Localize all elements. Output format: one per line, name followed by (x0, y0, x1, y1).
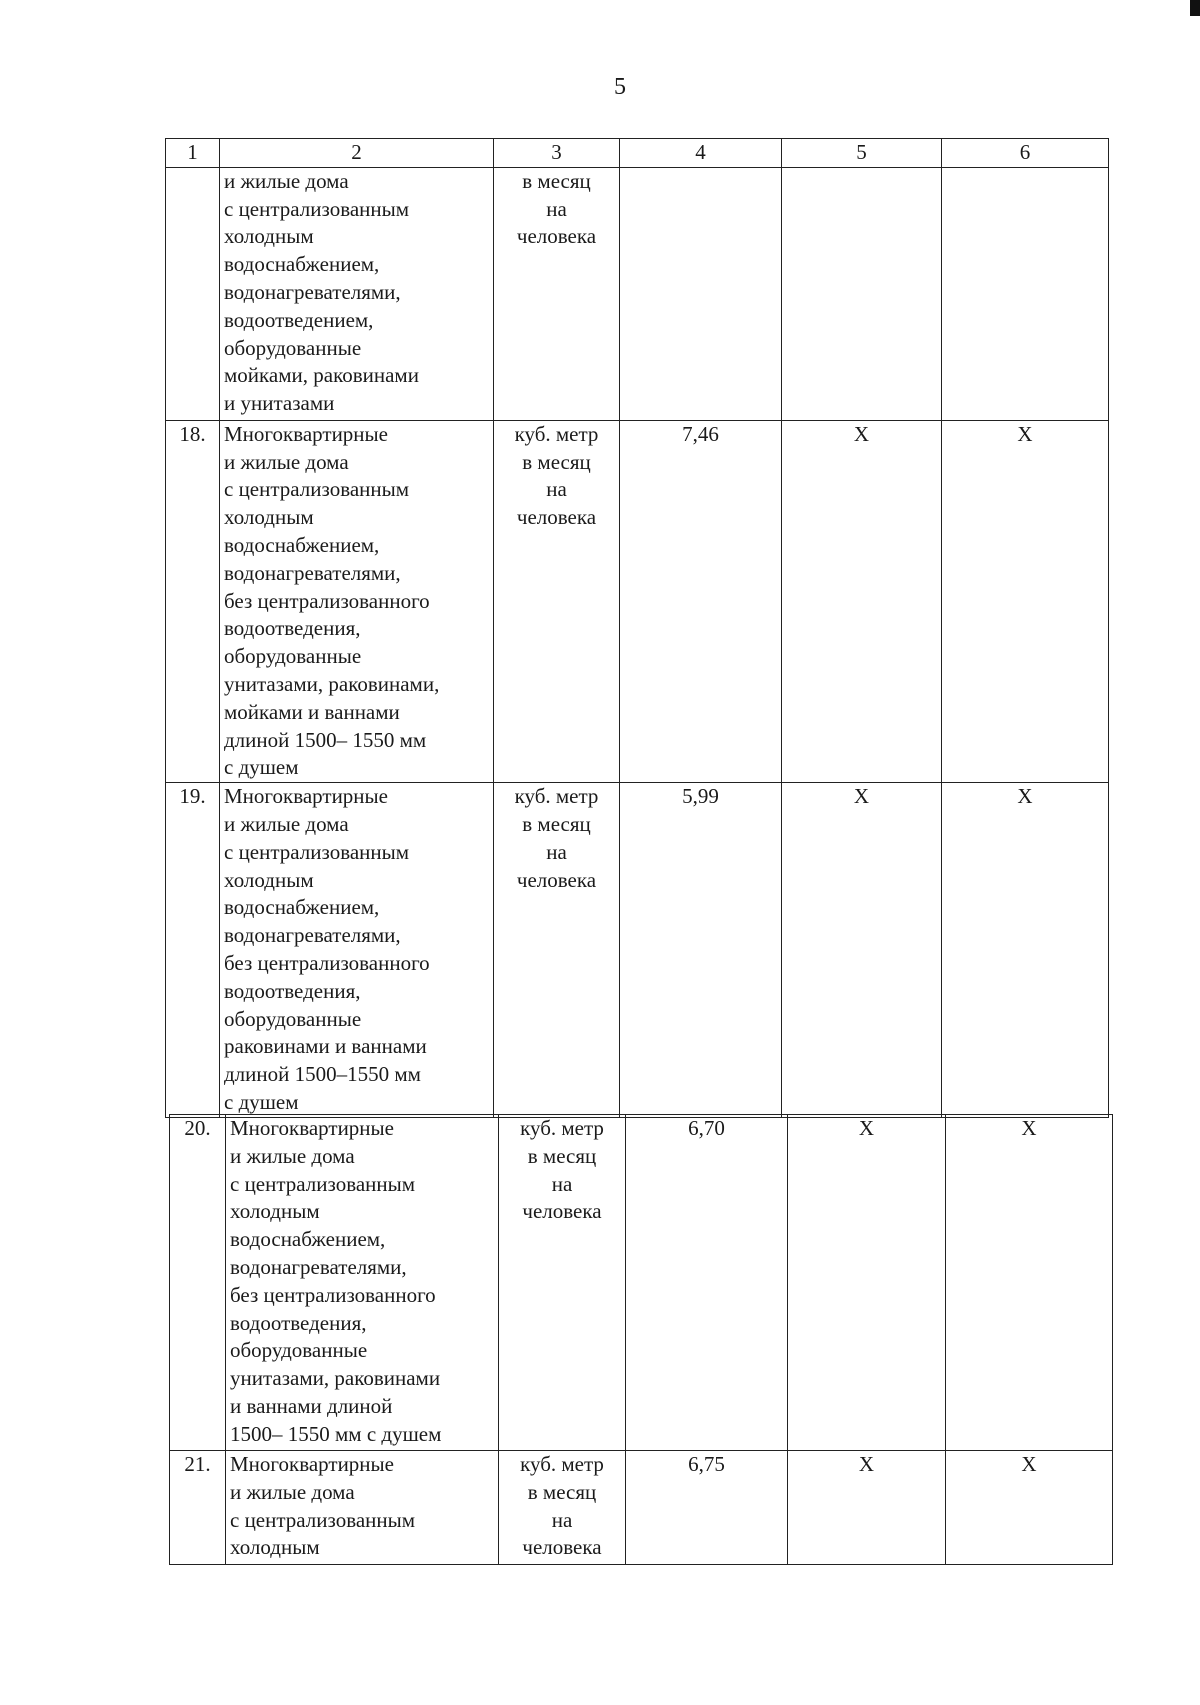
desc-line: оборудованные (224, 1006, 362, 1031)
desc-line: водоотведения, (224, 978, 361, 1003)
header-col-5: 5 (782, 139, 942, 168)
desc-line: с централизованным (230, 1507, 416, 1532)
desc-line: Многоквартирные (224, 784, 388, 809)
desc-line: водонагревателями, (224, 279, 401, 304)
desc-line: и жилые дома (230, 1479, 355, 1504)
table-row (166, 420, 1109, 782)
desc-line: водоснабжением, (230, 1227, 386, 1252)
row-description (220, 783, 494, 1118)
row-col5: X (788, 1115, 946, 1451)
desc-line: с централизованным (224, 477, 410, 502)
header-col-1: 1 (166, 139, 220, 168)
unit-line: на (546, 477, 567, 502)
desc-line: холодным (224, 505, 314, 530)
desc-line: длиной 1500– 1550 мм (224, 727, 427, 752)
row-unit (494, 167, 620, 420)
desc-line: водоснабжением, (224, 532, 380, 557)
desc-line: и жилые дома (224, 449, 349, 474)
desc-line: водонагревателями, (230, 1254, 407, 1279)
desc-line: холодным (230, 1199, 320, 1224)
table-row (166, 167, 1109, 420)
table-row (166, 783, 1109, 1118)
desc-line: водоотведения, (224, 616, 361, 641)
row-unit (499, 1451, 626, 1565)
desc-line: мойками, раковинами (224, 363, 419, 388)
row-col6: X (946, 1451, 1113, 1565)
table-row (170, 1451, 1113, 1565)
header-col-3: 3 (494, 139, 620, 168)
desc-line: Многоквартирные (230, 1452, 394, 1476)
unit-line: куб. метр (520, 1116, 604, 1140)
row-col5: X (788, 1451, 946, 1565)
row-description (220, 167, 494, 420)
row-description (220, 420, 494, 782)
desc-line: мойками и ваннами (224, 699, 400, 724)
row-number (166, 167, 220, 420)
desc-line: Многоквартирные (230, 1116, 394, 1140)
header-col-2: 2 (220, 139, 494, 168)
header-col-4: 4 (620, 139, 782, 168)
desc-line: оборудованные (224, 644, 362, 669)
unit-line: в месяц (522, 449, 591, 474)
desc-line: холодным (224, 867, 314, 892)
row-description (226, 1451, 499, 1565)
norms-table (165, 138, 1109, 1118)
row-value: 6,70 (626, 1115, 788, 1451)
desc-line: водонагревателями, (224, 923, 401, 948)
unit-line: куб. метр (520, 1452, 604, 1476)
row-unit (494, 420, 620, 782)
row-description (226, 1115, 499, 1451)
desc-line: водоотведением, (224, 307, 374, 332)
row-number: 19. (166, 783, 220, 1118)
header-col-6: 6 (942, 139, 1109, 168)
desc-line: без централизованного (224, 950, 430, 975)
row-col6: X (942, 783, 1109, 1118)
row-value (620, 167, 782, 420)
desc-line: холодным (230, 1535, 320, 1560)
row-number: 21. (170, 1451, 226, 1565)
desc-line: 1500– 1550 мм с душем (230, 1421, 442, 1446)
row-value: 5,99 (620, 783, 782, 1118)
desc-line: унитазами, раковинами, (224, 671, 440, 696)
unit-line: человека (516, 505, 597, 530)
row-col6 (942, 167, 1109, 420)
desc-line: оборудованные (230, 1338, 368, 1363)
unit-line: куб. метр (514, 784, 599, 809)
unit-line: куб. метр (514, 421, 599, 446)
desc-line: водоснабжением, (224, 252, 380, 277)
row-value: 6,75 (626, 1451, 788, 1565)
desc-line: водоснабжением, (224, 895, 380, 920)
unit-line: на (546, 196, 567, 221)
row-col5 (782, 167, 942, 420)
unit-line: в месяц (527, 1479, 597, 1504)
row-unit (494, 783, 620, 1118)
row-value: 7,46 (620, 420, 782, 782)
desc-line: и жилые дома (230, 1143, 355, 1168)
row-col5: X (782, 420, 942, 782)
desc-line: с душем (224, 755, 299, 780)
norms-table-continued (169, 1114, 1113, 1565)
scan-corner-mark (1190, 0, 1200, 16)
unit-line: в месяц (522, 811, 591, 836)
unit-line: на (551, 1507, 573, 1532)
row-number: 20. (170, 1115, 226, 1451)
page-number: 5 (614, 74, 626, 100)
desc-line: водонагревателями, (224, 560, 401, 585)
unit-line: человека (522, 1199, 602, 1224)
unit-line: человека (516, 867, 597, 892)
unit-line: человека (516, 224, 597, 249)
table-header-row (166, 139, 1109, 168)
unit-line: на (551, 1171, 573, 1196)
desc-line: и унитазами (224, 391, 335, 416)
desc-line: и жилые дома (224, 168, 349, 193)
desc-line: водоотведения, (230, 1310, 367, 1335)
desc-line: с централизованным (224, 839, 410, 864)
desc-line: без централизованного (230, 1282, 436, 1307)
desc-line: длиной 1500–1550 мм (224, 1062, 421, 1087)
desc-line: с централизованным (230, 1171, 416, 1196)
row-number: 18. (166, 420, 220, 782)
desc-line: Многоквартирные (224, 421, 388, 446)
desc-line: без централизованного (224, 588, 430, 613)
unit-line: в месяц (522, 168, 591, 193)
desc-line: холодным (224, 224, 314, 249)
row-col6: X (942, 420, 1109, 782)
unit-line: на (546, 839, 567, 864)
desc-line: и жилые дома (224, 811, 349, 836)
desc-line: раковинами и ваннами (224, 1034, 427, 1059)
row-col5: X (782, 783, 942, 1118)
desc-line: унитазами, раковинами (230, 1366, 441, 1391)
desc-line: оборудованные (224, 335, 362, 360)
desc-line: с душем (224, 1089, 299, 1114)
unit-line: человека (522, 1535, 602, 1560)
unit-line: в месяц (527, 1143, 597, 1168)
desc-line: и ваннами длиной (230, 1393, 393, 1418)
row-unit (499, 1115, 626, 1451)
desc-line: с централизованным (224, 196, 410, 221)
row-col6: X (946, 1115, 1113, 1451)
table-row (170, 1115, 1113, 1451)
